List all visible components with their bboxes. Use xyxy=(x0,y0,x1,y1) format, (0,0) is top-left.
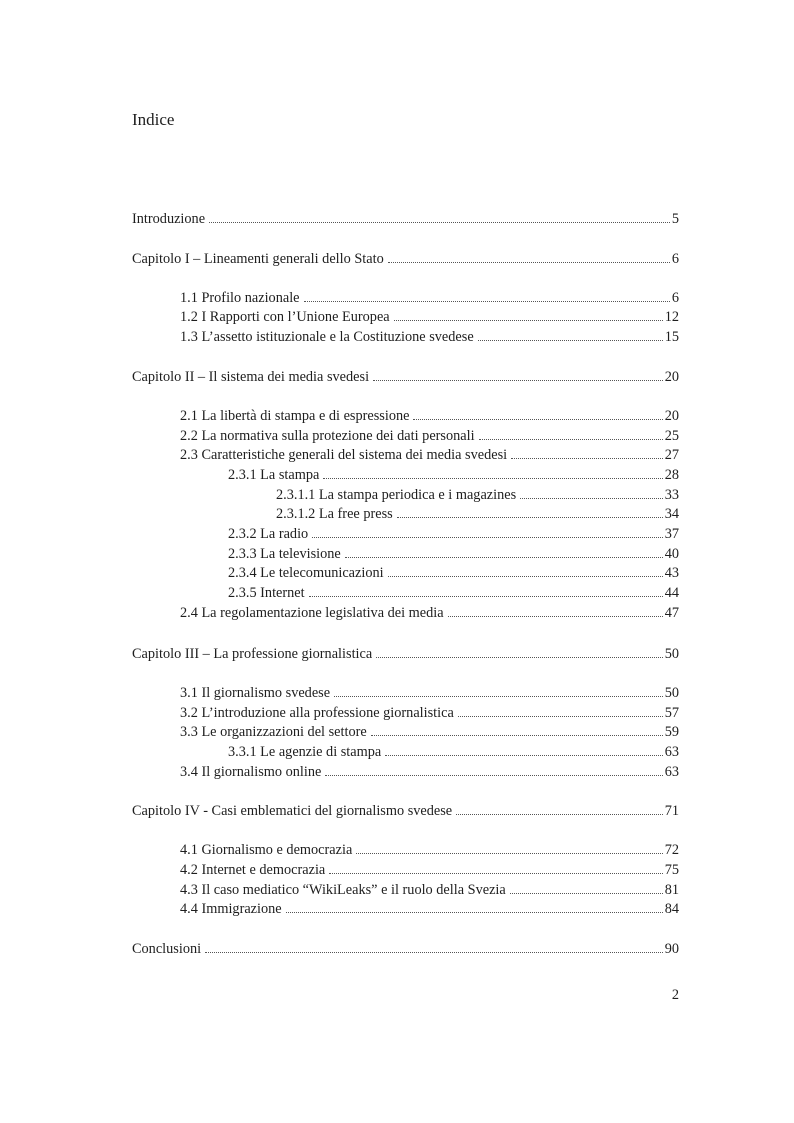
toc-entry-label: 2.3.5 Internet xyxy=(228,585,305,601)
toc-entry-label: 3.3.1 Le agenzie di stampa xyxy=(228,744,382,760)
toc-entry-label: 4.1 Giornalismo e democrazia xyxy=(180,842,353,858)
toc-entry-4-1[interactable] xyxy=(180,841,679,860)
toc-entry-page: 34 xyxy=(664,506,679,522)
toc-entry-2-1[interactable] xyxy=(180,407,679,426)
dot-leader xyxy=(388,565,663,577)
dot-leader xyxy=(388,251,670,263)
toc-entry-page: 37 xyxy=(664,526,679,542)
dot-leader xyxy=(394,309,663,321)
dot-leader xyxy=(309,585,663,597)
toc-entry-label: 2.3.4 Le telecomunicazioni xyxy=(228,565,384,581)
toc-entry-3-1[interactable] xyxy=(180,684,679,703)
dot-leader xyxy=(371,724,663,736)
toc-entry-label: 2.4 La regolamentazione legislativa dei media xyxy=(180,605,444,621)
dot-leader xyxy=(456,803,663,815)
toc-entry-label: Capitolo II – Il sistema dei media svedesi xyxy=(132,369,370,385)
dot-leader xyxy=(329,862,662,874)
toc-entry-page: 59 xyxy=(664,724,679,740)
toc-entry-page: 84 xyxy=(664,901,679,917)
dot-leader xyxy=(325,764,662,776)
dot-leader xyxy=(510,882,663,894)
toc-entry-label: 2.3.1 La stampa xyxy=(228,467,320,483)
toc-entry-label: 2.3.3 La televisione xyxy=(228,546,341,562)
dot-leader xyxy=(397,506,663,518)
toc-entry-page: 63 xyxy=(664,764,679,780)
toc-entry-2-4[interactable] xyxy=(180,604,679,623)
toc-entry-page: 12 xyxy=(664,309,679,325)
toc-entry-page: 20 xyxy=(664,408,679,424)
toc-entry-label: 2.3.2 La radio xyxy=(228,526,309,542)
toc-entry-3-4[interactable] xyxy=(180,763,679,782)
toc-entry-label: 3.4 Il giornalismo online xyxy=(180,764,322,780)
toc-entry-label: 1.1 Profilo nazionale xyxy=(180,290,300,306)
toc-entry-2-2[interactable] xyxy=(180,427,679,446)
page-title: Indice xyxy=(132,110,175,129)
toc-entry-label: 3.1 Il giornalismo svedese xyxy=(180,685,331,701)
toc-entry-3-3-1[interactable] xyxy=(228,743,679,762)
toc-entry-page: 25 xyxy=(664,428,679,444)
toc-entry-2-3-2[interactable] xyxy=(228,525,679,544)
toc-entry-label: Conclusioni xyxy=(132,941,202,957)
toc-entry-page: 20 xyxy=(664,369,679,385)
toc-entry-3-2[interactable] xyxy=(180,704,679,723)
toc-entry-label: 4.3 Il caso mediatico “WikiLeaks” e il ruolo della Svezia xyxy=(180,882,506,898)
dot-leader xyxy=(356,842,662,854)
toc-entry-label: 2.3.1.1 La stampa periodica e i magazines xyxy=(276,487,517,503)
dot-leader xyxy=(345,546,663,558)
dot-leader xyxy=(286,901,663,913)
dot-leader xyxy=(413,408,662,420)
toc-entry-3-3[interactable] xyxy=(180,723,679,742)
toc-entry-2-3-1[interactable] xyxy=(228,466,679,485)
toc-entry-2-3-1-1[interactable] xyxy=(276,486,679,505)
dot-leader xyxy=(323,467,662,479)
toc-entry-page: 44 xyxy=(664,585,679,601)
toc-entry-page: 75 xyxy=(664,862,679,878)
toc-entry-page: 5 xyxy=(671,211,679,227)
toc-entry-page: 71 xyxy=(664,803,679,819)
toc-entry-page: 63 xyxy=(664,744,679,760)
toc-entry-page: 47 xyxy=(664,605,679,621)
dot-leader xyxy=(209,211,670,223)
toc-entry-2-3-5[interactable] xyxy=(228,584,679,603)
toc-entry-1-1[interactable] xyxy=(180,289,679,308)
toc-entry-page: 72 xyxy=(664,842,679,858)
dot-leader xyxy=(478,329,663,341)
toc-entry-label: 2.2 La normativa sulla protezione dei dati personali xyxy=(180,428,475,444)
toc-entry-1-2[interactable] xyxy=(180,308,679,327)
toc-entry-page: 40 xyxy=(664,546,679,562)
toc-entry-4-2[interactable] xyxy=(180,861,679,880)
toc-entry-page: 57 xyxy=(664,705,679,721)
toc-entry-page: 50 xyxy=(664,646,679,662)
toc-entry-2-3-4[interactable] xyxy=(228,564,679,583)
toc-entry-introduzione[interactable] xyxy=(132,210,679,229)
toc-entry-2-3-1-2[interactable] xyxy=(276,505,679,524)
toc-entry-page: 15 xyxy=(664,329,679,345)
toc-entry-label: 4.2 Internet e democrazia xyxy=(180,862,326,878)
toc-entry-label: 1.2 I Rapporti con l’Unione Europea xyxy=(180,309,390,325)
toc-entry-label: 2.3 Caratteristiche generali del sistema dei media svedesi xyxy=(180,447,508,463)
toc-entry-capitolo-2[interactable] xyxy=(132,368,679,387)
page-number: 2 xyxy=(671,987,679,1003)
toc-entry-label: Capitolo IV - Casi emblematici del giornalismo svedese xyxy=(132,803,453,819)
toc-entry-4-3[interactable] xyxy=(180,881,679,900)
toc-entry-4-4[interactable] xyxy=(180,900,679,919)
toc-entry-label: Introduzione xyxy=(132,211,206,227)
dot-leader xyxy=(376,646,663,658)
toc-entry-1-3[interactable] xyxy=(180,328,679,347)
toc-entry-page: 27 xyxy=(664,447,679,463)
dot-leader xyxy=(479,428,663,440)
toc-entry-page: 90 xyxy=(664,941,679,957)
toc-entry-capitolo-1[interactable] xyxy=(132,250,679,269)
toc-entry-page: 6 xyxy=(671,290,679,306)
dot-leader xyxy=(373,369,663,381)
toc-entry-page: 81 xyxy=(664,882,679,898)
toc-entry-label: 1.3 L’assetto istituzionale e la Costituzione svedese xyxy=(180,329,474,345)
toc-entry-label: Capitolo III – La professione giornalistica xyxy=(132,646,373,662)
dot-leader xyxy=(448,605,663,617)
toc-entry-label: 2.1 La libertà di stampa e di espressione xyxy=(180,408,410,424)
toc-entry-label: 2.3.1.2 La free press xyxy=(276,506,393,522)
dot-leader xyxy=(520,487,663,499)
toc-entry-page: 28 xyxy=(664,467,679,483)
toc-entry-page: 6 xyxy=(671,251,679,267)
toc-entry-2-3-3[interactable] xyxy=(228,545,679,564)
dot-leader xyxy=(312,526,663,538)
toc-entry-page: 43 xyxy=(664,565,679,581)
dot-leader xyxy=(205,941,663,953)
dot-leader xyxy=(511,447,663,459)
toc-entry-conclusioni[interactable] xyxy=(132,940,679,959)
toc-entry-2-3[interactable] xyxy=(180,446,679,465)
toc-entry-label: 3.2 L’introduzione alla professione giornalistica xyxy=(180,705,454,721)
toc-entry-capitolo-3[interactable] xyxy=(132,645,679,664)
dot-leader xyxy=(458,705,663,717)
toc-entry-page: 50 xyxy=(664,685,679,701)
toc-entry-label: Capitolo I – Lineamenti generali dello Stato xyxy=(132,251,384,267)
toc-entry-page: 33 xyxy=(664,487,679,503)
dot-leader xyxy=(304,290,670,302)
toc-entry-capitolo-4[interactable] xyxy=(132,802,679,821)
dot-leader xyxy=(385,744,662,756)
dot-leader xyxy=(334,685,663,697)
toc-entry-label: 3.3 Le organizzazioni del settore xyxy=(180,724,367,740)
toc-entry-label: 4.4 Immigrazione xyxy=(180,901,282,917)
